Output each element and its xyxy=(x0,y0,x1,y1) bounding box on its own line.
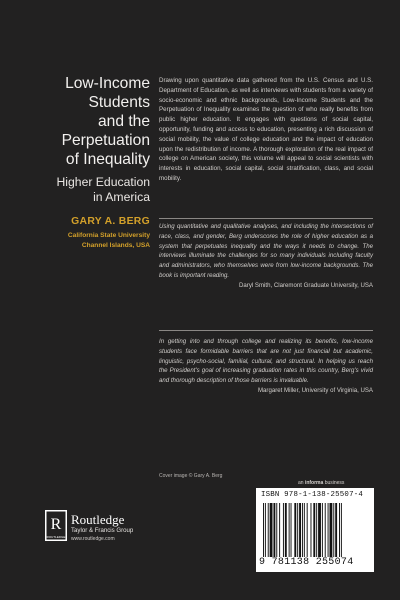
divider xyxy=(159,218,373,219)
endorsement-quote xyxy=(159,222,373,291)
book-subtitle xyxy=(22,175,150,205)
subtitle-line: in America xyxy=(93,190,150,204)
imprint-prefix: an xyxy=(298,480,304,486)
title-line: Perpetuation xyxy=(61,132,150,149)
barcode-bar xyxy=(276,503,277,557)
author-affiliation xyxy=(22,231,150,251)
publisher-name: Routledge xyxy=(71,512,125,527)
barcode-bar xyxy=(322,503,323,557)
blurb-block xyxy=(159,76,373,184)
barcode-bar xyxy=(330,503,333,557)
barcode-bar xyxy=(311,503,312,557)
publisher-block xyxy=(45,508,175,542)
barcode-bar xyxy=(283,503,284,557)
barcode-bar xyxy=(328,503,329,557)
barcode-bar xyxy=(289,503,290,557)
subtitle-line: Higher Education xyxy=(56,175,150,189)
barcode-bar xyxy=(270,503,273,557)
barcode-bar xyxy=(268,503,269,557)
routledge-logo-icon xyxy=(45,510,67,541)
imprint-name: informa xyxy=(304,480,324,486)
author-name: GARY A. BERG xyxy=(71,216,150,227)
barcode-bar xyxy=(335,503,337,557)
barcode-bar xyxy=(299,503,301,557)
book-title xyxy=(22,74,150,169)
barcode-bar xyxy=(291,503,292,557)
barcode-bars xyxy=(263,503,369,557)
barcode-bar xyxy=(285,503,287,557)
logo-text: ROUTLEDGE xyxy=(46,535,66,539)
barcode-bar xyxy=(273,503,275,557)
barcode-bar xyxy=(265,503,266,557)
barcode-bar xyxy=(325,503,326,557)
quote-text: In getting into and through college and realizing its benefits, low-income students face formidable barriers that are not just financial but academic, linguistic, psycho-social, familial, cultural, and structural. In helping us reach the President's goal of increasing graduation rates in this country, Berg's vivid and thorough description of those barriers is invaluable. xyxy=(159,338,373,385)
affiliation-line: Channel Islands, USA xyxy=(81,242,150,249)
barcode-bar xyxy=(297,503,298,557)
quote-attribution: Margaret Miller, University of Virginia, USA xyxy=(257,386,373,394)
barcode-bar xyxy=(313,503,315,557)
quote-attribution: Daryl Smith, Claremont Graduate University, USA xyxy=(239,281,373,289)
publisher-group: Taylor & Francis Group xyxy=(71,527,134,534)
quote-text: Using quantitative and qualitative analyses, and including the intersections of race, class, and gender, Berg underscores the role of higher education as a system that perpetuates inequality and the ways it needs to change. The interviews illuminate the challenges for so many individuals including faculty and administrators, who themselves were from low-income backgrounds. The book is important reading. xyxy=(159,223,373,279)
barcode-bar xyxy=(339,503,340,557)
isbn-barcode xyxy=(256,488,374,572)
barcode-bar xyxy=(294,503,296,557)
title-line: Low-Income xyxy=(65,75,150,92)
logo-letter: R xyxy=(50,516,62,533)
barcode-bar xyxy=(279,503,280,557)
publisher-url: www.routledge.com xyxy=(71,536,115,542)
barcode-bar xyxy=(302,503,303,557)
barcode-bar xyxy=(263,503,264,557)
divider xyxy=(159,330,373,331)
affiliation-line: California State University xyxy=(67,232,150,239)
title-line: and the xyxy=(97,113,150,130)
cover-credit: Cover image © Gary A. Berg xyxy=(159,473,223,479)
barcode-bar xyxy=(333,503,334,557)
isbn-text: ISBN 978-1-138-25507-4 xyxy=(261,491,363,499)
barcode-bar xyxy=(316,503,317,557)
title-line: Students xyxy=(88,94,150,111)
informa-imprint xyxy=(298,480,344,486)
title-line: of Inequality xyxy=(65,151,150,168)
barcode-bar xyxy=(304,503,305,557)
imprint-suffix: business xyxy=(324,480,345,486)
barcode-bar xyxy=(318,503,321,557)
title-block xyxy=(22,74,150,251)
barcode-digits: 9 781138 255074 xyxy=(259,557,354,568)
book-description: Drawing upon quantitative data gathered from the U.S. Census and U.S. Department of Education, as well as interviews with students from a variety of socio-economic and ethnic backgrounds, Low-Income Students and the Perpetuation of Inequality examines the question of who really benefits from public higher education. It engages with questions of social capital, opportunity, funding and access to education, presenting a rich discussion of social mobility, the value of college education and the impact of education upon the redistribution of income. A thorough exploration of the real impact of college on American society, this volume will appeal to social scientists with interests in education, social capital, social stratification, class, and social mobility. xyxy=(159,77,373,182)
barcode-bar xyxy=(307,503,308,557)
barcode-bar xyxy=(341,503,342,557)
endorsement-quote xyxy=(159,337,373,396)
